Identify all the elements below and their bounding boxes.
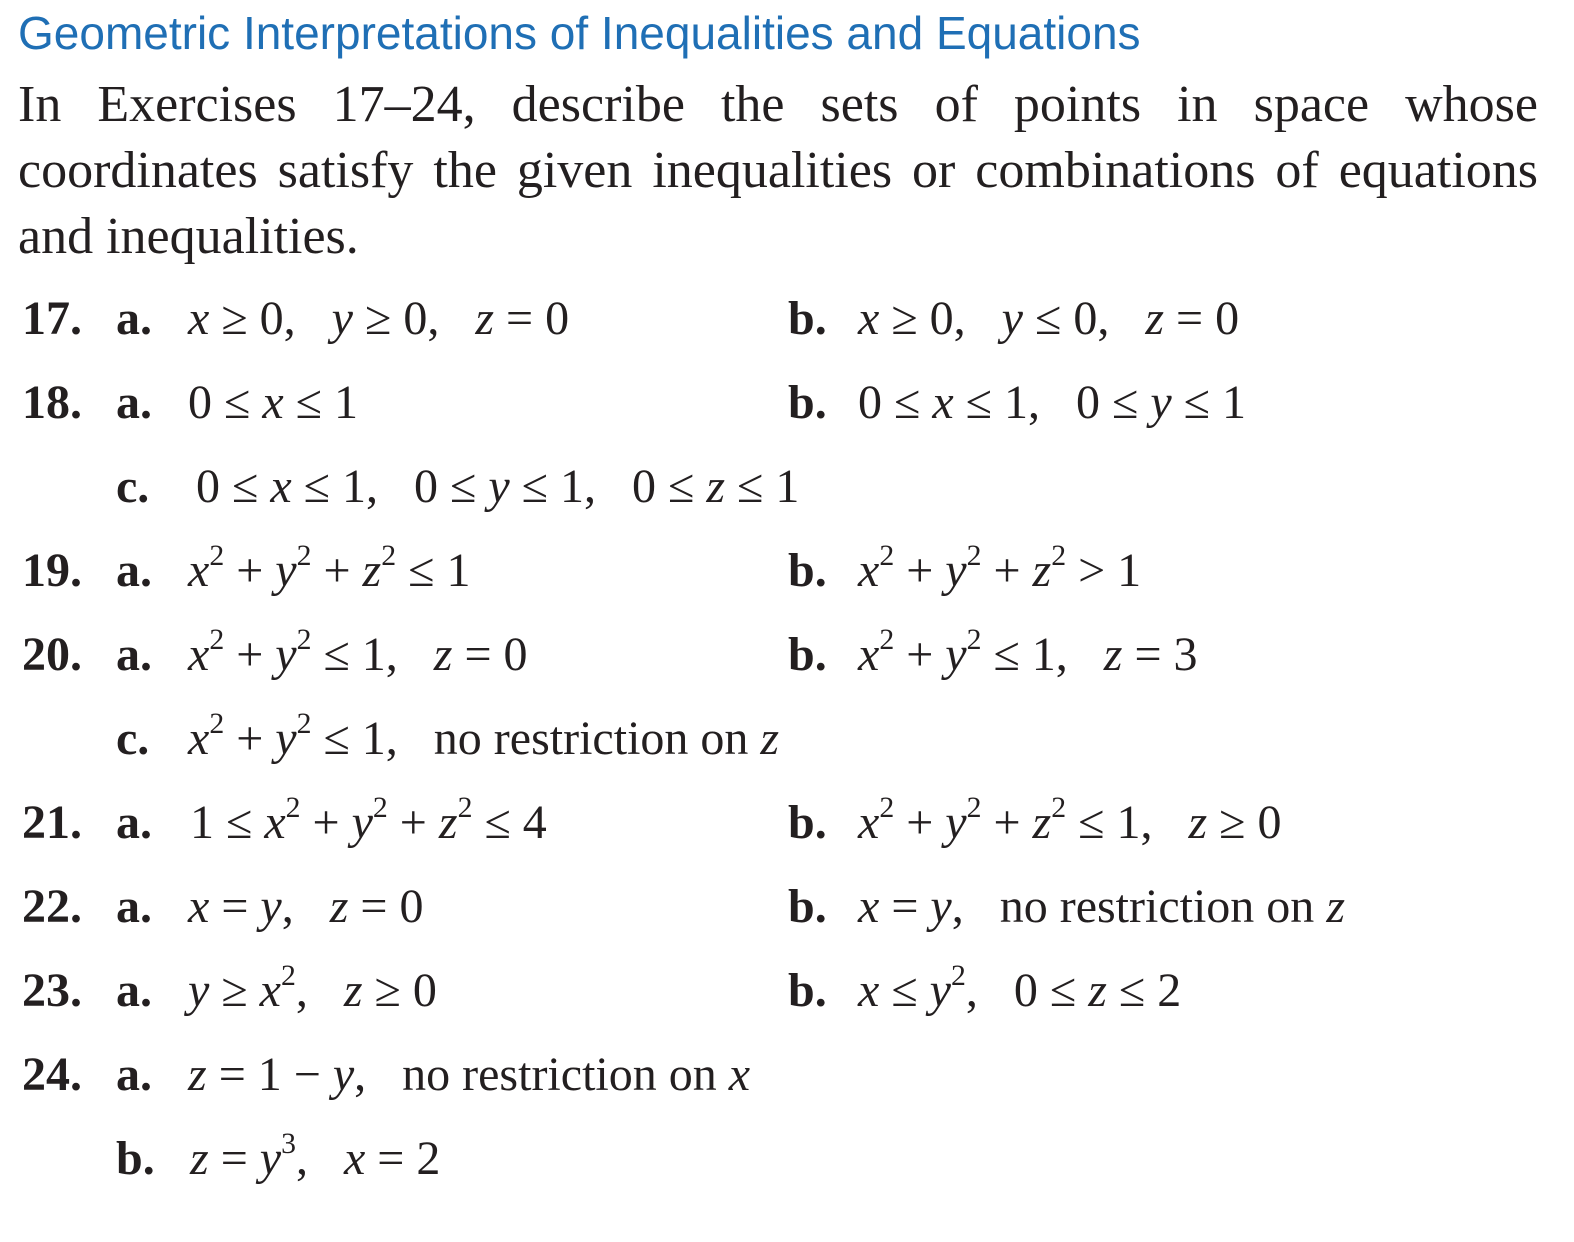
part-letter: a.	[116, 628, 152, 681]
part-expression: $x^2 + y^2 + z^2 \le 1$, z ≥ 0	[858, 790, 1282, 849]
part-letter: a.	[116, 376, 152, 429]
part-expression: $x^2 + y^2 \le 1$, z = 3	[858, 622, 1198, 681]
exercise-number: 18.	[22, 376, 82, 429]
part-letter: b.	[788, 376, 827, 429]
part-letter: b.	[116, 1132, 155, 1185]
part-expression: $x^2 + y^2 + z^2 \le 1$	[188, 538, 471, 597]
part-letter: a.	[116, 964, 152, 1017]
exercise-number: 20.	[22, 628, 82, 681]
part-expression: 0 ≤ x ≤ 1, 0 ≤ y ≤ 1, 0 ≤ z ≤ 1	[196, 460, 800, 513]
part-expression: x = y, z = 0	[188, 880, 424, 933]
part-expression: 0 ≤ x ≤ 1, 0 ≤ y ≤ 1	[858, 376, 1246, 429]
part-expression: $x^2 + y^2 \le 1$, z = 0	[188, 622, 528, 681]
exercise-number: 22.	[22, 880, 82, 933]
part-expression: $z = y^3$, x = 2	[190, 1126, 441, 1185]
part-expression: $y \ge x^2$, z ≥ 0	[188, 958, 437, 1017]
part-expression: x = y, no restriction on z	[858, 880, 1345, 933]
part-letter: a.	[116, 796, 152, 849]
part-expression: $1 \le x^2 + y^2 + z^2 \le 4$	[190, 790, 547, 849]
part-expression: z = 1 − y, no restriction on x	[188, 1048, 751, 1101]
exercise-row	[0, 872, 1574, 942]
part-expression: 0 ≤ x ≤ 1	[188, 376, 358, 429]
part-letter: c.	[116, 460, 150, 513]
exercise-row	[0, 1124, 1574, 1194]
exercise-row	[0, 620, 1574, 690]
instructions-paragraph: In Exercises 17–24, describe the sets of points in space whose coordinates satisfy the given inequalities or combinations of equations and inequalities.	[18, 76, 1538, 265]
exercise-row	[0, 1040, 1574, 1110]
part-letter: b.	[788, 796, 827, 849]
part-letter: a.	[116, 292, 152, 345]
part-expression: x ≥ 0, y ≤ 0, z = 0	[858, 292, 1240, 345]
exercise-row	[0, 368, 1574, 438]
part-letter: b.	[788, 880, 827, 933]
exercise-row	[0, 956, 1574, 1026]
part-letter: a.	[116, 880, 152, 933]
exercise-number: 21.	[22, 796, 82, 849]
section-title: Geometric Interpretations of Inequalities and Equations	[18, 7, 1141, 59]
exercise-number: 19.	[22, 544, 82, 597]
part-letter: b.	[788, 292, 827, 345]
part-letter: b.	[788, 628, 827, 681]
exercise-row	[0, 704, 1574, 774]
exercise-row	[0, 536, 1574, 606]
exercise-row	[0, 284, 1574, 354]
exercise-number: 24.	[22, 1048, 82, 1101]
part-expression: $x^2 + y^2 + z^2 > 1$	[858, 538, 1142, 597]
exercise-number: 23.	[22, 964, 82, 1017]
part-expression: x ≥ 0, y ≥ 0, z = 0	[188, 292, 570, 345]
part-letter: a.	[116, 1048, 152, 1101]
part-expression: $x^2 + y^2 \le 1$, no restriction on z	[188, 706, 780, 765]
part-letter: b.	[788, 544, 827, 597]
part-letter: b.	[788, 964, 827, 1017]
part-letter: a.	[116, 544, 152, 597]
part-letter: c.	[116, 712, 150, 765]
part-expression: $x \le y^2$, 0 ≤ z ≤ 2	[858, 958, 1182, 1017]
exercise-number: 17.	[22, 292, 82, 345]
exercise-row	[0, 452, 1574, 522]
exercise-row	[0, 788, 1574, 858]
